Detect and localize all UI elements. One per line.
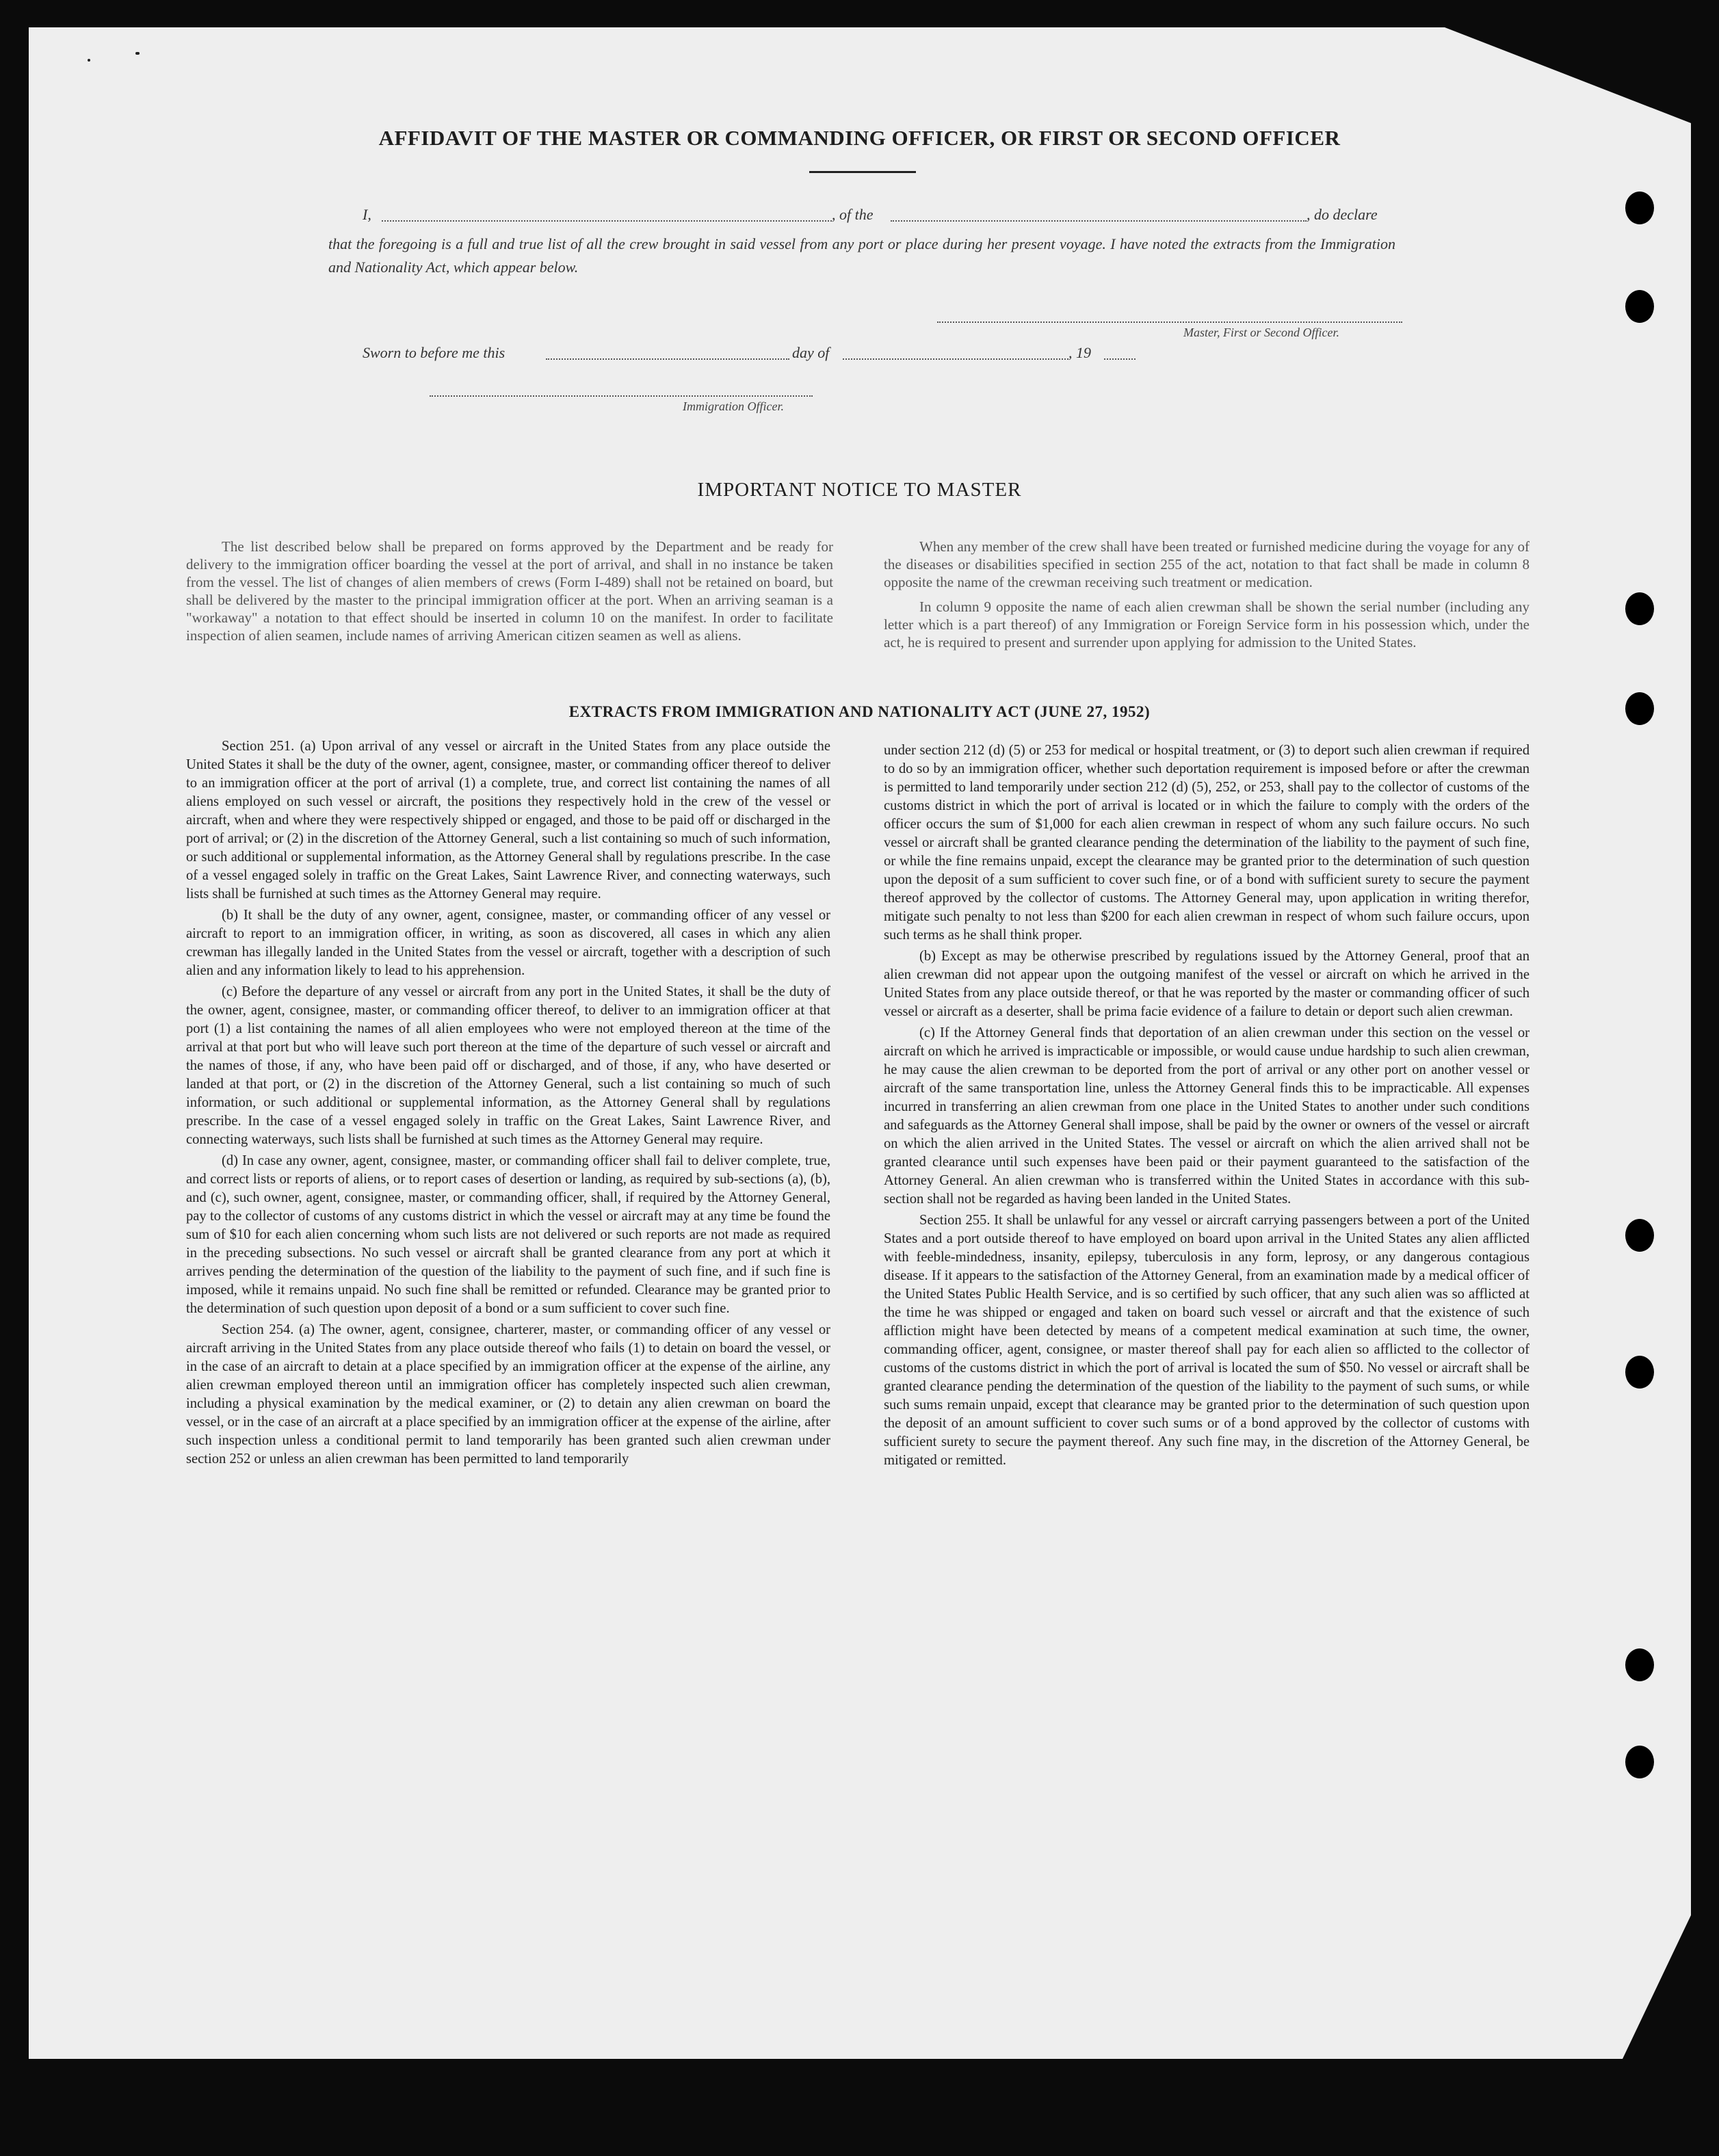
corner-mark [88, 59, 90, 62]
immigration-officer-signature-field[interactable] [430, 395, 813, 397]
punch-hole [1625, 192, 1654, 224]
section-251-a: Section 251. (a) Upon arrival of any vessel or aircraft in the United States from any place outside the United States it shall be the duty of the owner, agent, consignee, master, or commanding officer thereof to deliver to an immigration officer at the port of arrival (1) a complete, true, and correct list containing the names of all aliens employed on such vessel or aircraft, the positions they respectively hold in the crew of the vessel or aircraft, when and where they were respectively shipped or engaged, and those to be paid off or discharged in the port of arrival; or (2) in the discretion of the Attorney General, such a list containing so much of such information, or such additional or supplemental information, as the Attorney General shall by regulations prescribe. In the case of a vessel engaged solely in traffic on the Great Lakes, Saint Lawrence River, and connecting waterways, such lists shall be furnished at such times as the Attorney General may require. [186, 739, 830, 902]
extracts-title: EXTRACTS FROM IMMIGRATION AND NATIONALITY ACT (JUNE 27, 1952) [568, 703, 1151, 720]
punch-hole [1625, 1746, 1654, 1778]
sworn-month-field[interactable] [843, 358, 1068, 360]
corner-mark [135, 52, 140, 55]
section-255: Section 255. It shall be unlawful for any vessel or aircraft carrying passengers between a port of the United States and a port outside thereof to have employed on board upon arrival in the United States any alien afflicted with feeble-mindedness, insanity, epilepsy, tuberculosis in any form, leprosy, or any dangerous contagious disease. If it appears to the satisfaction of the Attorney General, from an examination made by a medical officer of the United States Public Health Service, and is so certified by such officer, that any such alien was so afflicted at the time he was shipped or engaged and taken on board such vessel or aircraft and that the existence of such affliction might have been detected by means of a competent medical examination at such time, the owner, commanding officer, agent, consignee, or master thereof shall pay for each alien so afflicted to the collector of customs of the customs district in which the port of arrival is located the sum of $50. No vessel or aircraft shall be granted clearance pending the determination of the question of the liability to the payment of such sums, or while such sums remain unpaid, except that clearance may be granted prior to the determination of such question upon the deposit of an amount sufficient to cover such sums or of a bond approved by the collector of customs with sufficient surety to secure the payment thereof. Any such fine may, in the discretion of the Attorney General, be mitigated or remitted. [884, 1213, 1530, 1468]
punch-hole [1625, 1219, 1654, 1252]
vessel-label: , of the [832, 206, 874, 223]
punch-hole [1625, 1648, 1654, 1681]
notice-right-paragraph-2: In column 9 opposite the name of each alien crewman shall be shown the serial number (including any letter which is a part thereof) of any Immigration or Foreign Service form in his possession which, under the act, he is required to present and surrender upon applying for admission to the United States. [884, 599, 1530, 650]
title-rule [809, 171, 916, 173]
notice-title: IMPORTANT NOTICE TO MASTER [697, 479, 1022, 501]
section-254-b: (b) Except as may be otherwise prescribed by regulations issued by the Attorney General, proof that an alien crewman did not appear upon the outgoing manifest of the vessel or aircraft on which he arrived in the United States from any place outside thereof, or that he was reported by the master or commanding officer of such vessel or aircraft as a deserter, shall be prima facie evidence of a failure to detain or deport such alien crewman. [884, 949, 1530, 1019]
sworn-label: Sworn to before me this [363, 344, 506, 361]
notice-right-column [884, 538, 1530, 655]
punch-hole [1625, 592, 1654, 625]
vessel-name-field[interactable] [891, 220, 1307, 222]
section-251-b: (b) It shall be the duty of any owner, agent, consignee, master, or commanding officer of any vessel or aircraft to report to an immigration officer, in writing, as soon as discovered, all cases in which any alien crewman has illegally landed in the United States from the vessel or aircraft, together with a description of such alien and any information likely to lead to his apprehension. [186, 908, 830, 978]
punch-hole [1625, 290, 1654, 323]
notice-left-column [186, 538, 833, 648]
sworn-year-field[interactable] [1104, 358, 1136, 360]
declaration-text: that the foregoing is a full and true list of all the crew brought in said vessel from any port or place during her present voyage. I have noted the extracts from the Immigration and Nationality Act, which appear below. [328, 235, 1395, 276]
affidavit-title: AFFIDAVIT OF THE MASTER OR COMMANDING OFFICER, OR FIRST OR SECOND OFFICER [378, 126, 1341, 150]
master-signature-label: Master, First or Second Officer. [1183, 326, 1339, 339]
year-prefix-label: , 19 [1068, 344, 1091, 361]
extracts-right-column [884, 741, 1530, 1473]
section-254-a-continued: under section 212 (d) (5) or 253 for medical or hospital treatment, or (3) to deport such alien crewman if required to do so by an immigration officer, whether such deportation requirement is imposed before or after the crewman is permitted to land temporarily under section 212 (d) (5), 252, or 253, shall pay to the collector of customs of the customs district in which the port of arrival is located or in which the failure to comply with the orders of the officer occurs the sum of $1,000 for each alien crewman in respect of whom any such failure occurs. No such vessel or aircraft shall be granted clearance pending the determination of the liability to the payment of such fine, or while the fine remains unpaid, except the clearance may be granted prior to the determination of such question upon the deposit of a sum sufficient to cover such fine, or of a bond with sufficient surety to secure the payment thereof approved by the collector of customs. The Attorney General may, upon application in writing therefor, mitigate such penalty to not less than $200 for each alien crewman in respect of whom such failure occurs, upon such terms as he shall think proper. [884, 743, 1530, 943]
notice-left-paragraph: The list described below shall be prepared on forms approved by the Department and be ready for delivery to the immigration officer boarding the vessel at the port of arrival, and shall in no instance be taken from the vessel. The list of changes of alien members of crews (Form I-489) shall not be retained on board, but shall be delivered by the master to the principal immigration officer at the port. When an arriving seaman is a "workaway" a notation to that effect should be inserted in column 10 on the manifest. In order to facilitate inspection of alien seamen, include names of arriving American citizen seamen as well as aliens. [186, 538, 833, 644]
day-of-label: day of [792, 344, 830, 361]
immigration-officer-label: Immigration Officer. [683, 399, 784, 413]
section-251-c: (c) Before the departure of any vessel or aircraft from any port in the United States, it shall be the duty of the owner, agent, consignee, master, or commanding officer thereof, to deliver to an immigration officer at that port (1) a list containing the names of all alien employees who were not employed thereon at the time of the arrival at that port but who will leave such port thereon at the time of the departure of such vessel or aircraft and the names of those, if any, who have been paid off or discharged, and of those, if any, who have deserted or landed at that port, or (2) in the discretion of the Attorney General, such a list containing so much of such information, or such additional or supplemental information, as the Attorney General shall by regulations prescribe. In the case of a vessel engaged solely in traffic on the Great Lakes, Saint Lawrence River, and connecting waterways, such lists shall be furnished at such times as the Attorney General may require. [186, 984, 830, 1147]
declarant-name-field[interactable] [382, 220, 832, 222]
section-254-a: Section 254. (a) The owner, agent, consignee, charterer, master, or commanding officer of any vessel or aircraft arriving in the United States from any place outside thereof who fails (1) to detain on board the vessel, or in the case of an aircraft to detain at a place specified by an immigration officer at the expense of the airline, any alien crewman employed thereon until an immigration officer has completely inspected such alien crewman, including a physical examination by the medical examiner, or (2) to detain any alien crewman on board the vessel, or in the case of an aircraft at a place specified by an immigration officer at the expense of the airline, after such inspection unless a conditional permit to land temporarily has been granted such alien crewman under section 252 or unless an alien crewman has been permitted to land temporarily [186, 1322, 830, 1467]
section-254-c: (c) If the Attorney General finds that deportation of an alien crewman under this section on the vessel or aircraft on which he arrived is impracticable or impossible, or would cause undue hardship to such alien crewman, he may cause the alien crewman to be deported from the port of arrival or any other port on another vessel or aircraft of the same transportation line, unless the Attorney General finds this to be impracticable. All expenses incurred in transferring an alien crewman from one place in the United States to another under such conditions and safeguards as the Attorney General shall impose, shall be paid by the owner or owners of the vessel or aircraft on which the alien arrived in the United States. The vessel or aircraft on which the alien arrived shall not be granted clearance until such expenses have been paid or their payment guaranteed to the satisfaction of the Attorney General. An alien crewman who is transferred within the United States in accordance with this sub-section shall not be regarded as having been landed in the United States. [884, 1025, 1530, 1207]
master-signature-field[interactable] [937, 321, 1402, 323]
notice-right-paragraph-1: When any member of the crew shall have been treated or furnished medicine during the voyage for any of the diseases or disabilities specified in section 255 of the act, notation to that fact shall be made in column 8 opposite the name of the crewman receiving such treatment or medication. [884, 538, 1530, 590]
punch-hole [1625, 1356, 1654, 1389]
do-declare-label: , do declare [1307, 206, 1378, 223]
section-251-d: (d) In case any owner, agent, consignee, master, or commanding officer shall fail to deliver complete, true, and correct lists or reports of aliens, or to report cases of desertion or landing, as required by sub-sections (a), (b), and (c), such owner, agent, consignee, master, or commanding officer, shall, if required by the Attorney General, pay to the collector of customs of any customs district in which the vessel or aircraft may at any time be found the sum of $10 for each alien concerning whom such lists are not delivered or such reports are not made as required in the preceding subsections. No such vessel or aircraft shall be granted clearance from any port at which it arrives pending the determination of the question of the liability to the payment of such fine, and if such fine is imposed, while it remains unpaid. No such fine shall be remitted or refunded. Clearance may be granted prior to the determination of such question upon deposit of a bond or a sum sufficient to cover such fine. [186, 1153, 830, 1316]
declarant-label: I, [363, 206, 371, 223]
extracts-left-column [186, 737, 830, 1471]
sworn-day-field[interactable] [546, 358, 789, 360]
